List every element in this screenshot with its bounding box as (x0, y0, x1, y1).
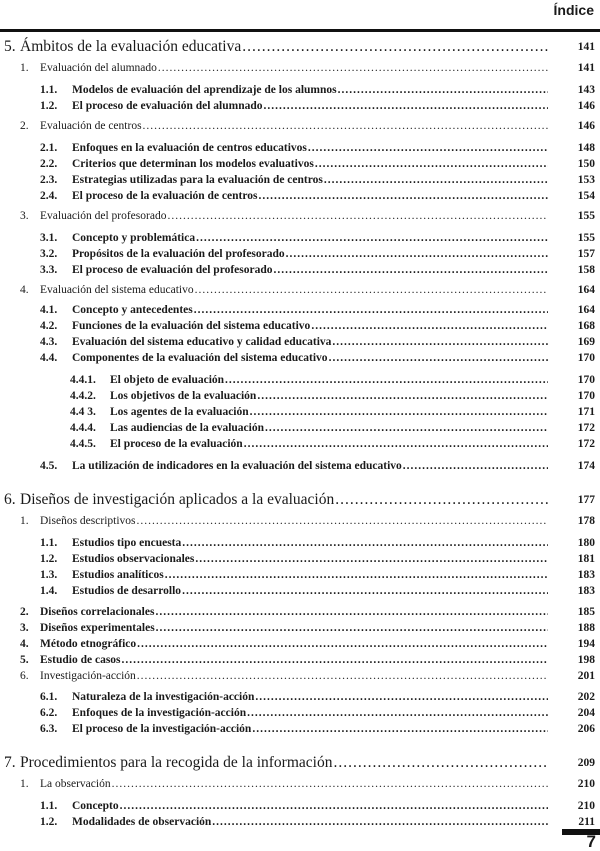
toc-entry[interactable] (0, 118, 600, 134)
entry-number: 2.4. (40, 190, 58, 202)
entry-number: 3.3. (40, 264, 58, 276)
entry-number: 4.2. (40, 320, 58, 332)
dot-leader (332, 334, 548, 350)
entry-title: El proceso de evaluación del alumnado (72, 100, 263, 112)
entry-leader (72, 302, 548, 318)
entry-leader (20, 37, 548, 57)
page-number: 7 (586, 832, 596, 851)
entry-title: Componentes de la evaluación del sistema educativo (72, 352, 328, 364)
dot-leader (311, 318, 548, 334)
toc-entry[interactable] (0, 551, 600, 567)
entry-page: 206 (577, 723, 595, 735)
entry-leader (40, 620, 548, 636)
entry-title: Criterios que determinan los modelos evaluativos (72, 158, 314, 170)
dot-leader (324, 172, 548, 188)
toc-entry[interactable] (0, 318, 600, 334)
entry-page: 177 (577, 494, 595, 506)
entry-page: 141 (577, 62, 595, 74)
entry-title: Diseños de investigación aplicados a la evaluación (20, 491, 335, 508)
entry-title: Evaluación del sistema educativo (40, 284, 194, 296)
entry-title: Los agentes de la evaluación (110, 406, 249, 418)
entry-leader (72, 689, 548, 705)
entry-page: 210 (577, 778, 595, 790)
entry-page: 188 (577, 622, 595, 634)
dot-leader (122, 652, 548, 668)
entry-number: 7. (4, 754, 16, 771)
toc-entry[interactable] (0, 82, 600, 98)
section-header: Índice (553, 2, 594, 18)
entry-page: 146 (577, 120, 595, 132)
dot-leader (158, 60, 548, 76)
entry-number: 6. (20, 670, 29, 682)
entry-number: 1.1. (40, 84, 58, 96)
entry-leader (40, 776, 548, 792)
toc-entry[interactable] (0, 567, 600, 583)
entry-number: 4. (20, 638, 29, 650)
entry-leader (72, 814, 548, 830)
entry-title: Investigación-acción (40, 670, 136, 682)
entry-page: 164 (577, 284, 595, 296)
entry-number: 4.5. (40, 460, 58, 472)
entry-leader (72, 140, 548, 156)
dot-leader (155, 604, 548, 620)
header-rule (0, 29, 600, 32)
entry-leader (40, 118, 548, 134)
toc-entry[interactable] (0, 404, 600, 420)
entry-page: 143 (577, 84, 595, 96)
toc-entry[interactable] (0, 458, 600, 474)
entry-number: 1.1. (40, 537, 58, 549)
entry-number: 5. (4, 38, 16, 55)
entry-leader (40, 60, 548, 76)
entry-number: 5. (20, 654, 29, 666)
toc-entry[interactable] (0, 372, 600, 388)
dot-leader (255, 689, 548, 705)
dot-leader (258, 188, 548, 204)
entry-title: El proceso de evaluación del profesorado (72, 264, 273, 276)
entry-number: 1.2. (40, 816, 58, 828)
entry-page: 183 (577, 585, 595, 597)
entry-title: Estrategias utilizadas para la evaluación de centros (72, 174, 323, 186)
entry-leader (40, 636, 548, 652)
entry-number: 1.2. (40, 553, 58, 565)
entry-number: 3.2. (40, 248, 58, 260)
toc-entry[interactable] (0, 620, 600, 636)
entry-page: 170 (577, 390, 595, 402)
entry-leader (72, 98, 548, 114)
entry-leader (72, 318, 548, 334)
entry-title: Procedimientos para la recogida de la información (20, 754, 333, 771)
toc-entry[interactable] (0, 798, 600, 814)
toc-entry[interactable] (0, 583, 600, 599)
entry-title: Modelos de evaluación del aprendizaje de los alumnos (72, 84, 337, 96)
toc-entry[interactable] (0, 302, 600, 318)
entry-page: 178 (577, 515, 595, 527)
dot-leader (247, 705, 548, 721)
dot-leader (315, 156, 548, 172)
entry-leader (72, 798, 548, 814)
entry-page: 209 (577, 757, 595, 769)
entry-leader (110, 388, 548, 404)
dot-leader (335, 490, 548, 510)
entry-page: 172 (577, 422, 595, 434)
dot-leader (308, 140, 548, 156)
entry-page: 174 (577, 460, 595, 472)
entry-number: 1.2. (40, 100, 58, 112)
entry-page: 146 (577, 100, 595, 112)
toc-entry[interactable] (0, 420, 600, 436)
dot-leader (257, 388, 548, 404)
entry-title: Estudios de desarrollo (72, 585, 182, 597)
entry-number: 4.4.4. (70, 422, 96, 434)
entry-title: La utilización de indicadores en la evaluación del sistema educativo (72, 460, 402, 472)
entry-title: Evaluación de centros (40, 120, 142, 132)
entry-leader (110, 372, 548, 388)
toc-entry[interactable] (0, 388, 600, 404)
entry-page: 183 (577, 569, 595, 581)
entry-leader (72, 583, 548, 599)
dot-leader (252, 721, 548, 737)
entry-page: 164 (577, 304, 595, 316)
entry-number: 6. (4, 491, 16, 508)
entry-title: Método etnográfico (40, 638, 137, 650)
dot-leader (165, 567, 548, 583)
toc-entry[interactable] (0, 753, 600, 773)
toc-entry[interactable] (0, 188, 600, 204)
dot-leader (120, 798, 548, 814)
toc-entry[interactable] (0, 208, 600, 224)
entry-page: 169 (577, 336, 595, 348)
dot-leader (264, 98, 548, 114)
entry-leader (72, 156, 548, 172)
dot-leader (167, 208, 548, 224)
entry-leader (72, 230, 548, 246)
entry-title: Diseños descriptivos (40, 515, 136, 527)
entry-title: Enfoques en la evaluación de centros educativos (72, 142, 307, 154)
dot-leader (195, 551, 548, 567)
dot-leader (333, 753, 548, 773)
entry-number: 3. (20, 622, 29, 634)
entry-number: 1. (20, 62, 29, 74)
entry-number: 1. (20, 515, 29, 527)
dot-leader (274, 262, 548, 278)
entry-leader (40, 513, 548, 529)
entry-leader (72, 350, 548, 366)
toc-entry[interactable] (0, 513, 600, 529)
entry-leader (72, 82, 548, 98)
toc-entry[interactable] (0, 721, 600, 737)
entry-number: 6.1. (40, 691, 58, 703)
toc-entry[interactable] (0, 282, 600, 298)
entry-leader (72, 551, 548, 567)
toc-entry[interactable] (0, 689, 600, 705)
entry-leader (20, 753, 548, 773)
entry-leader (40, 668, 548, 684)
dot-leader (156, 620, 548, 636)
dot-leader (403, 458, 548, 474)
entry-leader (40, 208, 548, 224)
entry-page: 194 (577, 638, 595, 650)
dot-leader (143, 118, 548, 134)
entry-number: 1.1. (40, 800, 58, 812)
entry-number: 2.1. (40, 142, 58, 154)
toc-entry[interactable] (0, 37, 600, 57)
toc-entry[interactable] (0, 535, 600, 551)
toc-entry[interactable] (0, 140, 600, 156)
entry-title: Diseños experimentales (40, 622, 155, 634)
entry-number: 3.1. (40, 232, 58, 244)
entry-leader (72, 458, 548, 474)
entry-title: Naturaleza de la investigación-acción (72, 691, 255, 703)
entry-leader (72, 721, 548, 737)
entry-title: Estudios tipo encuesta (72, 537, 182, 549)
toc-entry[interactable] (0, 350, 600, 366)
entry-title: Diseños correlacionales (40, 606, 155, 618)
entry-number: 2.2. (40, 158, 58, 170)
entry-leader (72, 246, 548, 262)
entry-number: 4.4.5. (70, 438, 96, 450)
toc-entry[interactable] (0, 705, 600, 721)
entry-page: 181 (577, 553, 595, 565)
toc-entry[interactable] (0, 334, 600, 350)
entry-number: 4.3. (40, 336, 58, 348)
entry-number: 4.4. (40, 352, 58, 364)
toc-entry[interactable] (0, 246, 600, 262)
entry-number: 4.4 3. (70, 406, 96, 418)
entry-page: 157 (577, 248, 595, 260)
toc-entry[interactable] (0, 172, 600, 188)
entry-title: Evaluación del sistema educativo y calidad educativa (72, 336, 332, 348)
toc-entry[interactable] (0, 652, 600, 668)
entry-number: 1. (20, 778, 29, 790)
entry-page: 180 (577, 537, 595, 549)
dot-leader (244, 436, 548, 452)
entry-title: Estudio de casos (40, 654, 121, 666)
entry-page: 198 (577, 654, 595, 666)
entry-leader (72, 705, 548, 721)
dot-leader (265, 420, 548, 436)
entry-title: Concepto y problemática (72, 232, 196, 244)
toc-entry[interactable] (0, 436, 600, 452)
entry-title: Propósitos de la evaluación del profesorado (72, 248, 285, 260)
entry-number: 2.3. (40, 174, 58, 186)
dot-leader (212, 814, 548, 830)
dot-leader (112, 776, 548, 792)
entry-page: 148 (577, 142, 595, 154)
entry-title: El proceso de la investigación-acción (72, 723, 252, 735)
dot-leader (137, 636, 548, 652)
entry-page: 168 (577, 320, 595, 332)
entry-number: 1.4. (40, 585, 58, 597)
entry-number: 1.3. (40, 569, 58, 581)
entry-page: 150 (577, 158, 595, 170)
entry-leader (72, 567, 548, 583)
dot-leader (286, 246, 548, 262)
entry-leader (72, 188, 548, 204)
entry-title: Enfoques de la investigación-acción (72, 707, 247, 719)
dot-leader (182, 535, 548, 551)
entry-number: 4. (20, 284, 29, 296)
toc-entry[interactable] (0, 262, 600, 278)
entry-leader (110, 420, 548, 436)
entry-page: 204 (577, 707, 595, 719)
entry-title: Estudios analíticos (72, 569, 164, 581)
entry-leader (72, 262, 548, 278)
entry-number: 2. (20, 120, 29, 132)
entry-title: Ámbitos de la evaluación educativa (20, 38, 242, 55)
entry-leader (72, 334, 548, 350)
entry-page: 185 (577, 606, 595, 618)
dot-leader (250, 404, 548, 420)
entry-title: Funciones de la evaluación del sistema educativo (72, 320, 311, 332)
entry-number: 3. (20, 210, 29, 222)
entry-title: Evaluación del profesorado (40, 210, 167, 222)
dot-leader (329, 350, 548, 366)
dot-leader (137, 513, 548, 529)
dot-leader (194, 302, 548, 318)
entry-page: 201 (577, 670, 595, 682)
entry-leader (72, 172, 548, 188)
entry-title: El objeto de evaluación (110, 374, 225, 386)
entry-title: Las audiencias de la evaluación (110, 422, 264, 434)
entry-title: Concepto (72, 800, 119, 812)
entry-leader (40, 652, 548, 668)
entry-number: 6.2. (40, 707, 58, 719)
entry-leader (40, 604, 548, 620)
dot-leader (225, 372, 548, 388)
entry-number: 4.4.2. (70, 390, 96, 402)
toc-entry[interactable] (0, 156, 600, 172)
dot-leader (137, 668, 548, 684)
entry-number: 4.1. (40, 304, 58, 316)
toc-entry[interactable] (0, 98, 600, 114)
toc-entry[interactable] (0, 230, 600, 246)
entry-page: 211 (578, 816, 595, 828)
entry-page: 202 (577, 691, 595, 703)
entry-number: 4.4.1. (70, 374, 96, 386)
toc-entry[interactable] (0, 636, 600, 652)
toc-entry[interactable] (0, 604, 600, 620)
entry-leader (40, 282, 548, 298)
entry-page: 171 (577, 406, 595, 418)
entry-title: La observación (40, 778, 111, 790)
entry-leader (110, 436, 548, 452)
entry-page: 155 (577, 210, 595, 222)
entry-title: El proceso de la evaluación de centros (72, 190, 258, 202)
entry-page: 141 (577, 41, 595, 53)
entry-page: 158 (577, 264, 595, 276)
entry-leader (72, 535, 548, 551)
entry-page: 153 (577, 174, 595, 186)
entry-page: 210 (577, 800, 595, 812)
toc-entry[interactable] (0, 60, 600, 76)
entry-page: 170 (577, 352, 595, 364)
entry-leader (110, 404, 548, 420)
dot-leader (182, 583, 548, 599)
entry-page: 170 (577, 374, 595, 386)
entry-page: 154 (577, 190, 595, 202)
entry-title: Los objetivos de la evaluación (110, 390, 257, 402)
toc-entry[interactable] (0, 776, 600, 792)
toc-entry[interactable] (0, 668, 600, 684)
dot-leader (338, 82, 548, 98)
entry-number: 2. (20, 606, 29, 618)
entry-page: 155 (577, 232, 595, 244)
dot-leader (196, 230, 548, 246)
dot-leader (195, 282, 548, 298)
toc-entry[interactable] (0, 814, 600, 830)
entry-title: Concepto y antecedentes (72, 304, 193, 316)
entry-title: Estudios observacionales (72, 553, 195, 565)
entry-leader (20, 490, 548, 510)
dot-leader (242, 37, 548, 57)
toc-entry[interactable] (0, 490, 600, 510)
entry-page: 172 (577, 438, 595, 450)
entry-title: Modalidades de observación (72, 816, 212, 828)
entry-title: El proceso de la evaluación (110, 438, 243, 450)
entry-title: Evaluación del alumnado (40, 62, 157, 74)
entry-number: 6.3. (40, 723, 58, 735)
